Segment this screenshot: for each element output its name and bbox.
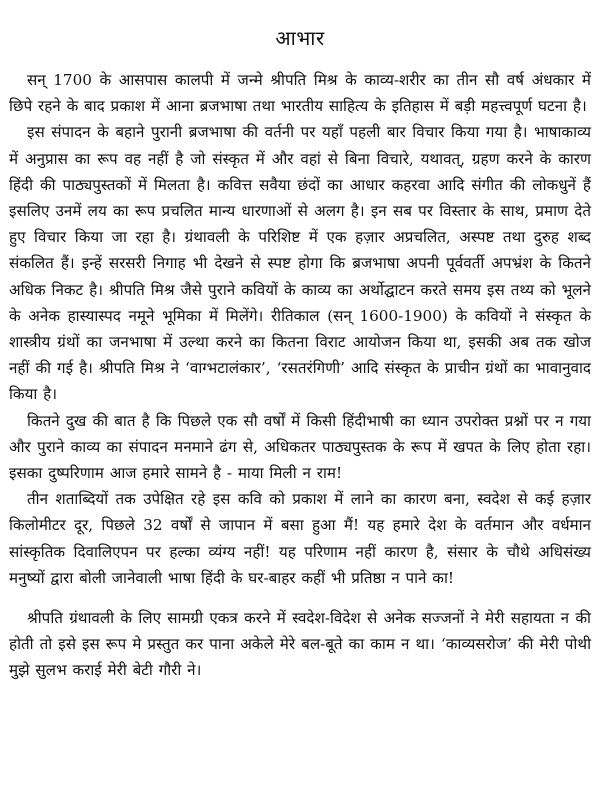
paragraph-editing: इस संपादन के बहाने पुरानी ब्रजभाषा की वर्तनी पर यहाँ पहली बार विचार किया गया है। भाषाकाव्य में अनुप्रास का रूप वह नहीं है जो संस्कृत में और वहां से बिना विचारे, यथावत्, ग्रहण करने के कारण हिंदी की पाठ्यपुस्तकों में मिलता है। कवित्त सवैया छंदों का आधार कहरवा आदि संगीत की लोकधुनें हैं इसलिए उनमें लय का रूप प्रचलित मान्य धारणाओं से अलग है। इन सब पर विस्तार के साथ, प्रमाण देते हुए विचार किया जा रहा है। ग्रंथावली के परिशिष्ट में एक हज़ार अप्रचलित, अस्पष्ट तथा दुरुह शब्द संकलित हैं। इन्हें सरसरी निगाह भी देखने से स्पष्ट होगा कि ब्रजभाषा अपनी पूर्ववर्ती अपभ्रंश के कितने अधिक निकट है। श्रीपति मिश्र जैसे पुराने कवियों के काव्य का अर्थोद्घाटन करते समय इस तथ्य को भूलने के अनेक हास्यास्पद नमूने भूमिका में मिलेंगे। रीतिकाल (सन् 1600-1900) के कवियों ने संस्कृत के शास्त्रीय ग्रंथों का जनभाषा में उल्था करने का कितना विराट आयोजन किया था, इसकी अब तक खोज नहीं की गई है। श्रीपति मिश्र ने ‘वाग्भटालंकार’, ‘रसतरंगिणी’ आदि संस्कृत के प्राचीन ग्रंथों का भावानुवाद किया है।: [9, 123, 591, 404]
page-title: आभार: [275, 26, 325, 50]
paragraph-intro: सन् 1700 के आसपास कालपी में जन्मे श्रीपति मिश्र के काव्य-शरीर का तीन सौ वर्ष अंधकार में छिपे रहने के बाद प्रकाश में आना ब्रजभाषा तथा भारतीय साहित्य के इतिहास में बड़ी महत्त्वपूर्ण घटना है।: [9, 71, 591, 116]
paragraph-japan: तीन शताब्दियों तक उपेक्षित रहे इस कवि को प्रकाश में लाने का कारण बना, स्वदेश से कई हज़ार किलोमीटर दूर, पिछले 32 वर्षों से जापान में बसा हुआ मैं! यह हमारे देश के वर्तमान और वर्धमान सांस्कृतिक दिवालिएपन पर हल्का व्यंग्य नहीं! यह परिणाम नहीं कारण है, संसार के चौथे अधिसंख्य मनुष्यों द्वारा बोली जानेवाली भाषा हिंदी के घर-बाहर कहीं भी प्रतिष्ठा न पाने का!: [9, 490, 591, 587]
paragraph-lament: कितने दुख की बात है कि पिछले एक सौ वर्षों में किसी हिंदीभाषी का ध्यान उपरोक्त प्रश्नों पर न गया और पुराने काव्य का संपादन मनमाने ढंग से, अधिकतर पाठ्यपुस्तक के रूप में खपत के लिए होता रहा। इसका दुष्परिणाम आज हमारे सामने है - माया मिली न राम!: [9, 411, 591, 483]
document-body: [9, 67, 591, 684]
paragraph-acknowledgement: श्रीपति ग्रंथावली के लिए सामग्री एकत्र करने में स्वदेश-विदेश से अनेक सज्जनों ने मेरी सहायता न की होती तो इसे इस रूप मे प्रस्तुत कर पाना अकेले मेरे बल-बूते का काम न था। ‘काव्यसरोज’ की मेरी पोथी मुझे सुलभ कराई मेरी बेटी गौरी ने।: [9, 609, 591, 680]
